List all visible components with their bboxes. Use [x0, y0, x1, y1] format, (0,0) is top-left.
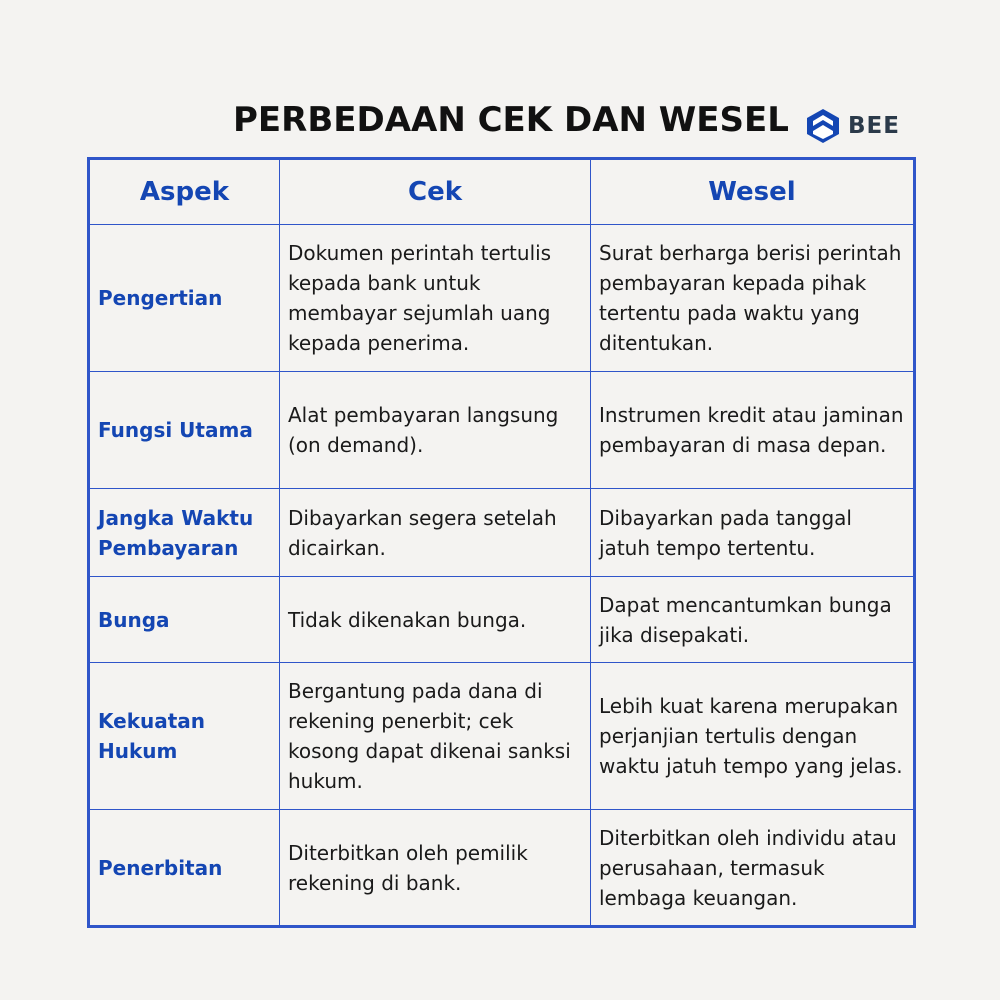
- row-wesel: Lebih kuat karena merupakan perjanjian tertulis dengan waktu jatuh tempo yang jelas.: [591, 663, 915, 810]
- row-aspect: Bunga: [89, 577, 280, 663]
- table-row: [89, 810, 915, 927]
- row-cek: Alat pembayaran langsung (on demand).: [280, 372, 591, 489]
- row-aspect: Jangka Waktu Pembayaran: [89, 489, 280, 577]
- row-aspect: Penerbitan: [89, 810, 280, 927]
- bee-logo-icon: [806, 108, 840, 144]
- header-cek: Cek: [280, 159, 591, 225]
- row-aspect: Pengertian: [89, 225, 280, 372]
- row-wesel: Instrumen kredit atau jaminan pembayaran di masa depan.: [591, 372, 915, 489]
- row-wesel: Dapat mencantumkan bunga jika disepakati.: [591, 577, 915, 663]
- table-row: [89, 577, 915, 663]
- header-aspek: Aspek: [89, 159, 280, 225]
- comparison-table: [87, 157, 916, 928]
- table-row: [89, 225, 915, 372]
- row-wesel: Diterbitkan oleh individu atau perusahaan, termasuk lembaga keuangan.: [591, 810, 915, 927]
- row-aspect: Fungsi Utama: [89, 372, 280, 489]
- row-cek: Dibayarkan segera setelah dicairkan.: [280, 489, 591, 577]
- table-header-row: [89, 159, 915, 225]
- table-row: [89, 489, 915, 577]
- brand-logo: [806, 108, 900, 144]
- row-cek: Dokumen perintah tertulis kepada bank untuk membayar sejumlah uang kepada penerima.: [280, 225, 591, 372]
- row-wesel: Dibayarkan pada tanggal jatuh tempo tertentu.: [591, 489, 915, 577]
- row-cek: Diterbitkan oleh pemilik rekening di bank.: [280, 810, 591, 927]
- row-cek: Tidak dikenakan bunga.: [280, 577, 591, 663]
- brand-name: BEE: [848, 113, 900, 139]
- row-aspect: Kekuatan Hukum: [89, 663, 280, 810]
- row-wesel: Surat berharga berisi perintah pembayaran kepada pihak tertentu pada waktu yang ditentukan.: [591, 225, 915, 372]
- header-wesel: Wesel: [591, 159, 915, 225]
- page-title: PERBEDAAN CEK DAN WESEL: [233, 100, 789, 140]
- row-cek: Bergantung pada dana di rekening penerbit; cek kosong dapat dikenai sanksi hukum.: [280, 663, 591, 810]
- table-row: [89, 372, 915, 489]
- table-row: [89, 663, 915, 810]
